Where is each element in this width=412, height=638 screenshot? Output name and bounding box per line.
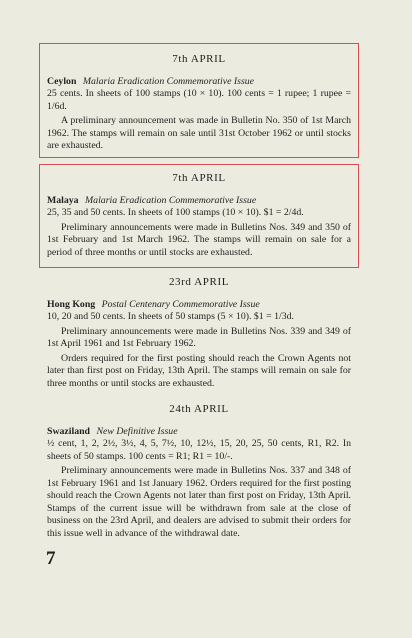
section-heading xyxy=(47,426,351,439)
issue-details: ½ cent, 1, 2, 2½, 3½, 4, 5, 7½, 10, 12½, 15, 20, 25, 50 cents, R1, R2. In sheets of 50 stamps. 100 cents = R1; R1 = 10/-. xyxy=(47,438,351,462)
paragraph: Preliminary announcements were made in Bulletins Nos. 339 and 349 of 1st April 1961 and 1st February 1962. xyxy=(47,325,351,349)
issue-name: Malaria Eradication Commemorative Issue xyxy=(82,75,255,87)
section-date: 23rd APRIL xyxy=(168,276,230,288)
section-heading xyxy=(47,195,351,208)
issue-details: 10, 20 and 50 cents. In sheets of 50 stamps (5 × 10). $1 = 1/3d. xyxy=(47,311,294,322)
paragraph: Preliminary announcements were made in Bulletins Nos. 337 and 348 of 1st February 1961 and 1st January 1962. Orders required for the first posting should reach the Crown Agents not later than first post on Friday, 13th April. Stamps of the current issue will be withdrawn from sale at the close of business on the 23rd April, and dealers are advised to submit their orders for this issue well in advance of the withdrawal date. xyxy=(47,465,351,539)
section-ceylon xyxy=(47,53,351,153)
country-name: Hong Kong xyxy=(47,298,96,310)
section-date: 7th APRIL xyxy=(172,53,226,65)
paragraph: A preliminary announcement was made in Bulletin No. 350 of 1st March 1962. The stamps will remain on sale until 31st October 1962 or until stocks are exhausted. xyxy=(47,115,351,151)
page-number: 7 xyxy=(46,548,56,569)
issue-details: 25, 35 and 50 cents. In sheets of 100 stamps (10 × 10). $1 = 2/4d. xyxy=(47,207,304,218)
issue-name: New Definitive Issue xyxy=(96,425,178,437)
section-date: 7th APRIL xyxy=(172,172,226,184)
section-hong-kong xyxy=(47,276,351,390)
country-name: Swaziland xyxy=(47,425,91,437)
country-name: Ceylon xyxy=(47,75,77,87)
issue-name: Postal Centenary Commemorative Issue xyxy=(101,298,260,310)
section-date: 24th APRIL xyxy=(169,403,229,415)
issue-name: Malaria Eradication Commemorative Issue xyxy=(85,194,257,206)
issue-details: 25 cents. In sheets of 100 stamps (10 × 10). 100 cents = 1 rupee; 1 rupee = 1/6d. xyxy=(47,88,351,112)
section-swaziland xyxy=(47,403,351,540)
country-name: Malaya xyxy=(47,194,79,206)
section-heading xyxy=(47,299,351,312)
paragraph: Orders required for the first posting should reach the Crown Agents not later than first post on Friday, 13th April. The stamps will remain on sale for three months or until stocks are exhausted. xyxy=(47,352,351,389)
section-heading xyxy=(47,76,351,89)
section-malaya xyxy=(47,172,351,259)
paragraph: Preliminary announcements were made in Bulletins Nos. 349 and 350 of 1st February and 1st March 1962. The stamps will remain on sale for a period of three months or until stocks are exhausted. xyxy=(47,221,351,258)
